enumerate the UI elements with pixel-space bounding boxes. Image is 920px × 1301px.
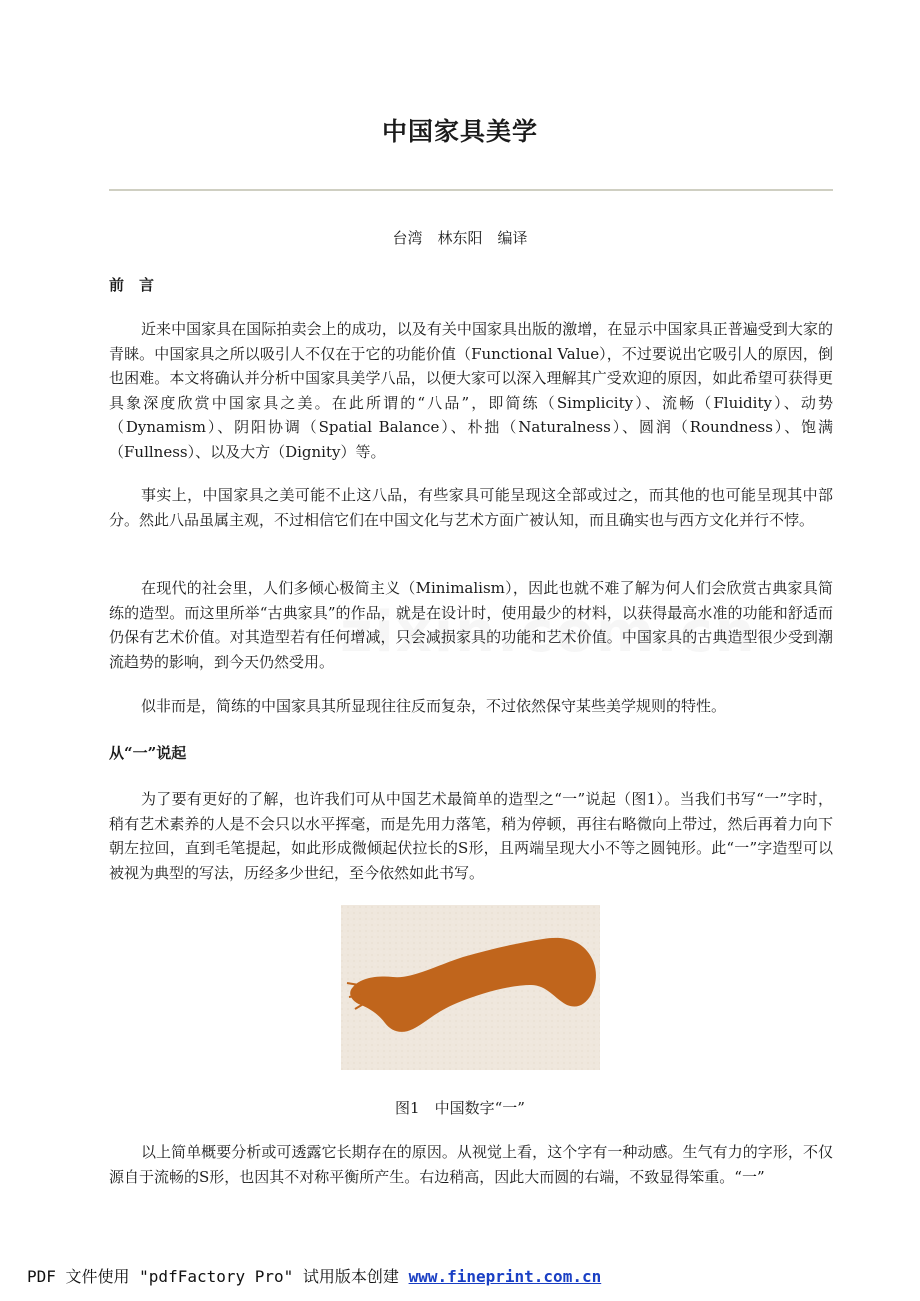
paragraph: 似非而是，简练的中国家具其所显现往往反而复杂，不过依然保守某些美学规则的特性。 (141, 697, 727, 715)
footer-link[interactable]: www.fineprint.com.cn (408, 1267, 602, 1286)
title-divider (109, 189, 833, 191)
footer-text: PDF 文件使用 "pdfFactory Pro" 试用版本创建 (27, 1267, 409, 1286)
page-title: 中国家具美学 (381, 117, 538, 146)
figure-calligraphy-one (341, 905, 600, 1070)
pdf-footer (27, 1264, 601, 1287)
figure-caption: 图1 中国数字“一” (395, 1099, 525, 1117)
byline: 台湾 林东阳 编译 (392, 229, 528, 247)
section-heading-one: 从“一”说起 (109, 744, 187, 762)
paragraph: 以上简单概要分析或可透露它长期存在的原因。从视觉上看，这个字有一种动感。生气有力的字形，不仅源自于流畅的S形，也因其不对称平衡所产生。右边稍高，因此大而圆的右端，不致显得笨重。“一” (109, 1143, 833, 1186)
section-heading-preface: 前 言 (109, 276, 155, 294)
paragraph: 在现代的社会里，人们多倾心极简主义（Minimalism），因此也就不难了解为何人们会欣赏古典家具简练的造型。而这里所举“古典家具”的作品，就是在设计时，使用最少的材料，以获得最高水准的功能和舒适而仍保有艺术价值。对其造型若有任何增减，只会减损家具的功能和艺术价值。中国家具的古典造型很少受到潮流趋势的影响，到今天仍然受用。 (109, 579, 833, 671)
paragraph: 事实上，中国家具之美可能不止这八品，有些家具可能呈现这全部或过之，而其他的也可能呈现其中部分。然此八品虽属主观，不过相信它们在中国文化与艺术方面广被认知，而且确实也与西方文化并行不悖。 (109, 486, 833, 529)
paragraph: 近来中国家具在国际拍卖会上的成功，以及有关中国家具出版的激增，在显示中国家具正普遍受到大家的青睐。中国家具之所以吸引人不仅在于它的功能价值（Functional Value），不过要说出它吸引人的原因，倒也困难。本文将确认并分析中国家具美学八品，以便大家可以深入理解其广受欢迎的原因，如此希望可获得更具象深度欣赏中国家具之美。在此所谓的“八品”，即简练（Simplicity）、流畅（Fluidity）、动势（Dynamism）、阴阳协调（Spatial Balance）、朴拙（Naturalness）、圆润（Roundness）、饱满（Fullness）、以及大方（Dignity）等。 (109, 320, 833, 461)
paragraph: 为了要有更好的了解，也许我们可从中国艺术最简单的造型之“一”说起（图1）。当我们书写“一”字时，稍有艺术素养的人是不会只以水平挥毫，而是先用力落笔，稍为停顿，再往右略微向上带过，然后再着力向下朝左拉回，直到毛笔提起，如此形成微倾起伏拉长的S形，且两端呈现大小不等之圆钝形。此“一”字造型可以被视为典型的写法，历经多少世纪，至今依然如此书写。 (109, 790, 833, 882)
calligraphy-stroke-image (341, 905, 600, 1070)
